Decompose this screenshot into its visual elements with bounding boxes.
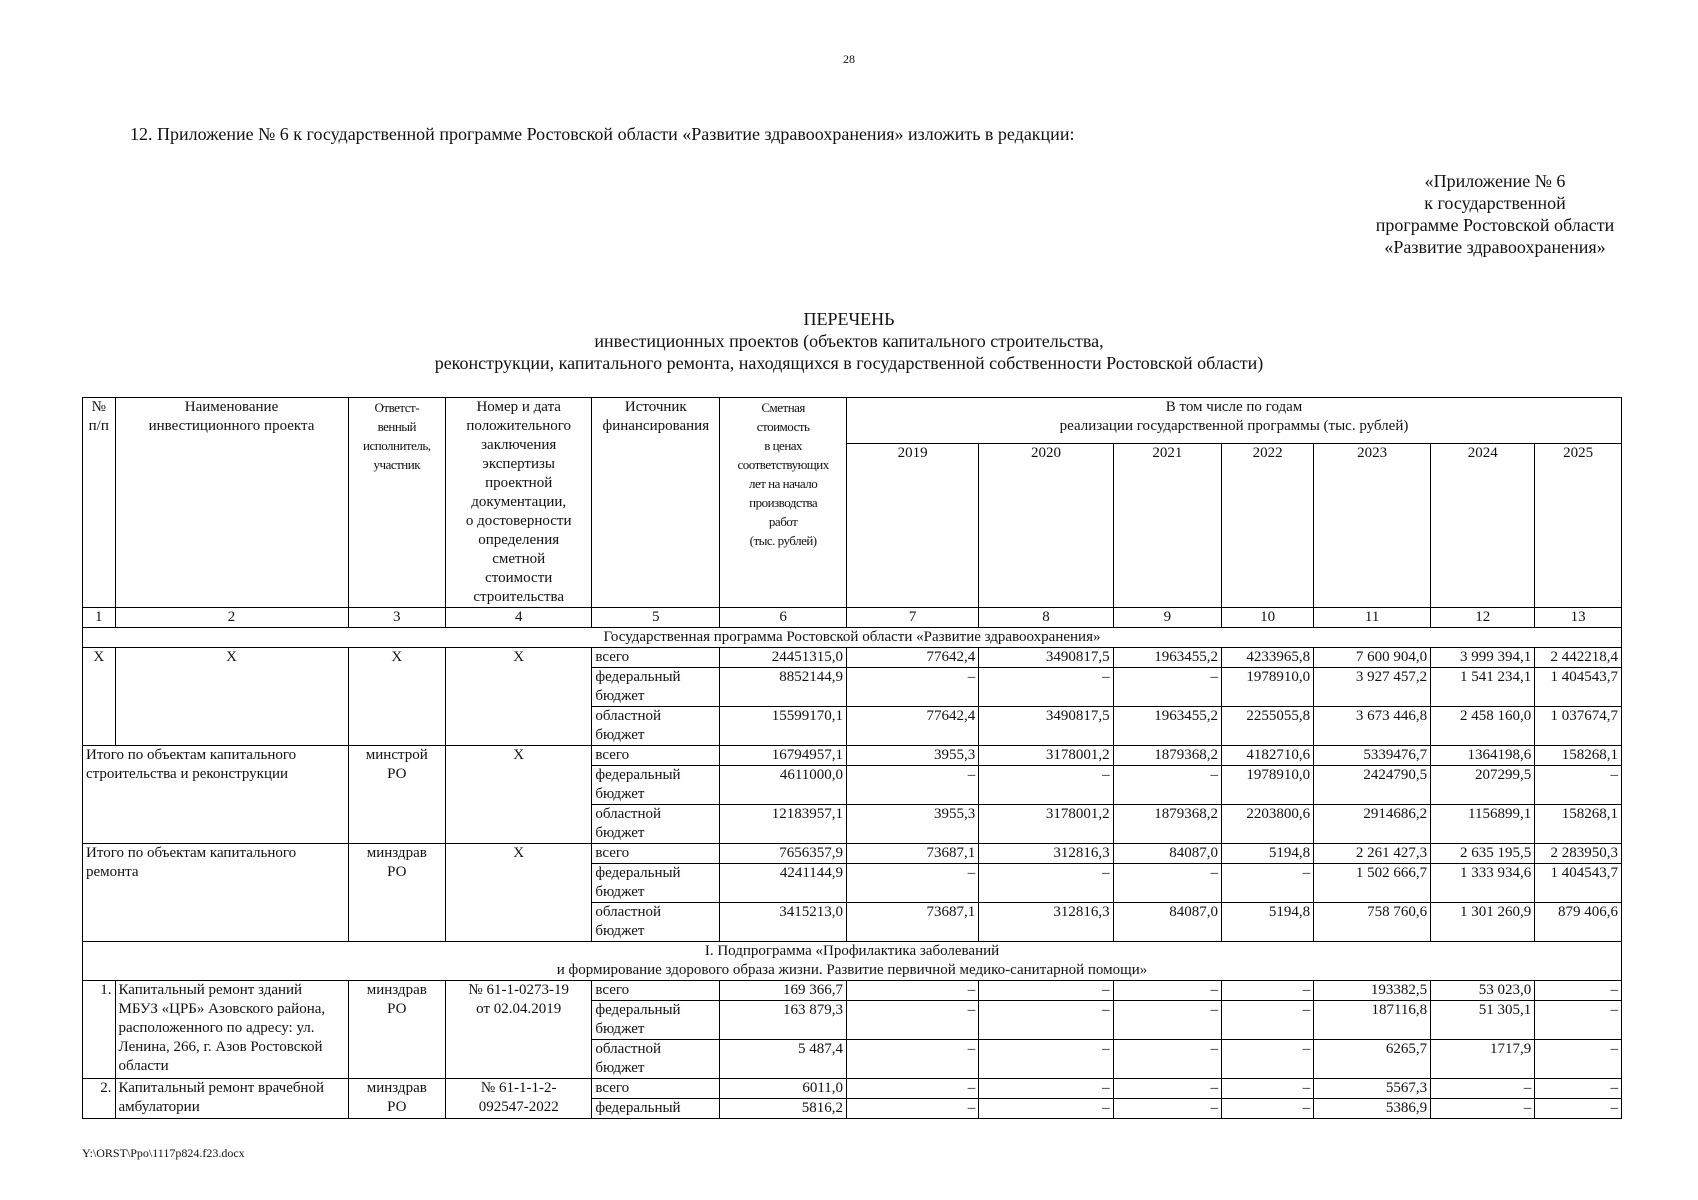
investment-projects-table (82, 397, 1622, 1119)
value-cell: – (1113, 1099, 1221, 1119)
value-cell: 15599170,1 (720, 707, 847, 746)
table-row (83, 648, 1622, 668)
value-cell: – (1222, 1040, 1314, 1079)
value-cell: 4233965,8 (1222, 648, 1314, 668)
value-cell: – (979, 981, 1113, 1001)
value-cell: – (1113, 1040, 1221, 1079)
group-name-cell: Итого по объектам капитального ремонта (83, 844, 349, 942)
title-heading: ПЕРЕЧЕНЬ (803, 309, 895, 329)
value-cell: 4241144,9 (720, 864, 847, 903)
value-cell: 73687,1 (847, 903, 979, 942)
value-cell: – (1431, 1079, 1535, 1099)
header-responsible: Ответст- венный исполнитель, участник (348, 398, 446, 608)
num-cell: 1. (83, 981, 116, 1079)
value-cell: 3955,3 (847, 805, 979, 844)
value-cell: – (1222, 981, 1314, 1001)
column-number: 11 (1314, 608, 1431, 628)
value-cell: 84087,0 (1113, 903, 1221, 942)
value-cell: – (1113, 981, 1221, 1001)
value-cell: 2 261 427,3 (1314, 844, 1431, 864)
value-cell: 2 635 195,5 (1431, 844, 1535, 864)
value-cell: 1879368,2 (1113, 805, 1221, 844)
responsible-cell: минздрав РО (348, 981, 446, 1079)
value-cell: 312816,3 (979, 844, 1113, 864)
value-cell: – (1113, 1001, 1221, 1040)
value-cell: – (1113, 668, 1221, 707)
table-row (83, 746, 1622, 766)
value-cell: 7656357,9 (720, 844, 847, 864)
header-source: Источник финансирования (592, 398, 720, 608)
value-cell: 53 023,0 (1431, 981, 1535, 1001)
responsible-cell: минздрав РО (348, 1079, 446, 1119)
responsible-cell: минздрав РО (348, 844, 446, 942)
value-cell: – (847, 766, 979, 805)
value-cell: 1 037674,7 (1535, 707, 1622, 746)
value-cell: 3415213,0 (720, 903, 847, 942)
value-cell: 84087,0 (1113, 844, 1221, 864)
header-name: Наименование инвестиционного проекта (115, 398, 348, 608)
column-number: 9 (1113, 608, 1221, 628)
table-header-row (83, 398, 1622, 444)
value-cell: 1 502 666,7 (1314, 864, 1431, 903)
source-cell: областной бюджет (592, 1040, 720, 1079)
value-cell: 163 879,3 (720, 1001, 847, 1040)
section-row (83, 628, 1622, 648)
value-cell: 16794957,1 (720, 746, 847, 766)
source-cell: всего (592, 746, 720, 766)
value-cell: – (1113, 766, 1221, 805)
column-number: 10 (1222, 608, 1314, 628)
value-cell: 2203800,6 (1222, 805, 1314, 844)
value-cell: 1364198,6 (1431, 746, 1535, 766)
value-cell: – (1535, 1079, 1622, 1099)
value-cell: 1156899,1 (1431, 805, 1535, 844)
expertise-cell: Х (446, 648, 592, 746)
header-year: 2024 (1431, 444, 1535, 608)
value-cell: 1963455,2 (1113, 648, 1221, 668)
value-cell: 207299,5 (1431, 766, 1535, 805)
appendix-caption (1315, 170, 1675, 258)
source-cell: федеральный (592, 1099, 720, 1119)
section-title: Государственная программа Ростовской области «Развитие здравоохранения» (83, 628, 1622, 648)
appendix-line: программе Ростовской области (1375, 215, 1615, 235)
value-cell: 879 406,6 (1535, 903, 1622, 942)
source-cell: областной бюджет (592, 903, 720, 942)
table-row (83, 1079, 1622, 1099)
value-cell: 12183957,1 (720, 805, 847, 844)
value-cell: 3955,3 (847, 746, 979, 766)
table-row (83, 981, 1622, 1001)
value-cell: 1 404543,7 (1535, 668, 1622, 707)
value-cell: 5339476,7 (1314, 746, 1431, 766)
value-cell: 8852144,9 (720, 668, 847, 707)
appendix-line: к государственной (1424, 193, 1566, 213)
value-cell: 5 487,4 (720, 1040, 847, 1079)
value-cell: 3490817,5 (979, 648, 1113, 668)
project-name-cell: Капитальный ремонт врачебной амбулатории (115, 1079, 348, 1119)
value-cell: – (979, 1040, 1113, 1079)
intro-paragraph: 12. Приложение № 6 к государственной программе Ростовской области «Развитие здравоохранения» изложить в редакции: (130, 124, 1075, 144)
column-number: 5 (592, 608, 720, 628)
value-cell: – (1535, 1001, 1622, 1040)
value-cell: 1 333 934,6 (1431, 864, 1535, 903)
value-cell: 51 305,1 (1431, 1001, 1535, 1040)
column-number: 3 (348, 608, 446, 628)
value-cell: 169 366,7 (720, 981, 847, 1001)
value-cell: 24451315,0 (720, 648, 847, 668)
header-num: № п/п (83, 398, 116, 608)
subprogram-title: I. Подпрограмма «Профилактика заболеваний и формирование здорового образа жизни. Развитие первичной медико-санитарной помощи» (83, 942, 1622, 981)
value-cell: 2 283950,3 (1535, 844, 1622, 864)
page-number: 28 (843, 52, 855, 66)
name-cell: Х (115, 648, 348, 746)
value-cell: 3 673 446,8 (1314, 707, 1431, 746)
project-name-cell: Капитальный ремонт зданий МБУЗ «ЦРБ» Азовского района, расположенного по адресу: ул. Ленина, 266, г. Азов Ростовской области (115, 981, 348, 1079)
value-cell: – (847, 864, 979, 903)
value-cell: 3490817,5 (979, 707, 1113, 746)
file-path-footer: Y:\ORST\Ppo\1117p824.f23.docx (82, 1146, 245, 1160)
value-cell: 3 927 457,2 (1314, 668, 1431, 707)
column-number: 8 (979, 608, 1113, 628)
value-cell: 2914686,2 (1314, 805, 1431, 844)
value-cell: – (847, 668, 979, 707)
value-cell: – (847, 1040, 979, 1079)
column-number: 1 (83, 608, 116, 628)
value-cell: 3178001,2 (979, 746, 1113, 766)
table-row (83, 844, 1622, 864)
column-number: 4 (446, 608, 592, 628)
header-year: 2019 (847, 444, 979, 608)
value-cell: 2 458 160,0 (1431, 707, 1535, 746)
group-name-cell: Итого по объектам капитального строительства и реконструкции (83, 746, 349, 844)
value-cell: 1978910,0 (1222, 766, 1314, 805)
num-cell: Х (83, 648, 116, 746)
value-cell: 3178001,2 (979, 805, 1113, 844)
value-cell: – (1431, 1099, 1535, 1119)
value-cell: 758 760,6 (1314, 903, 1431, 942)
value-cell: 3 999 394,1 (1431, 648, 1535, 668)
value-cell: 1 404543,7 (1535, 864, 1622, 903)
value-cell: 4611000,0 (720, 766, 847, 805)
value-cell: 5194,8 (1222, 844, 1314, 864)
document-title (0, 308, 1698, 374)
value-cell: 73687,1 (847, 844, 979, 864)
value-cell: 2 442218,4 (1535, 648, 1622, 668)
source-cell: федеральный бюджет (592, 1001, 720, 1040)
expertise-cell: Х (446, 746, 592, 844)
source-cell: областной бюджет (592, 805, 720, 844)
section-row (83, 942, 1622, 981)
value-cell: 7 600 904,0 (1314, 648, 1431, 668)
value-cell: – (1222, 1079, 1314, 1099)
value-cell: – (979, 864, 1113, 903)
num-cell: 2. (83, 1079, 116, 1119)
value-cell: 2255055,8 (1222, 707, 1314, 746)
source-cell: всего (592, 648, 720, 668)
value-cell: 193382,5 (1314, 981, 1431, 1001)
source-cell: федеральный бюджет (592, 864, 720, 903)
header-year: 2021 (1113, 444, 1221, 608)
column-number: 13 (1535, 608, 1622, 628)
header-year: 2025 (1535, 444, 1622, 608)
value-cell: 5567,3 (1314, 1079, 1431, 1099)
value-cell: – (979, 1079, 1113, 1099)
source-cell: федеральный бюджет (592, 668, 720, 707)
value-cell: – (1535, 1040, 1622, 1079)
value-cell: 2424790,5 (1314, 766, 1431, 805)
value-cell: – (1113, 864, 1221, 903)
value-cell: 4182710,6 (1222, 746, 1314, 766)
value-cell: – (1113, 1079, 1221, 1099)
column-number: 7 (847, 608, 979, 628)
responsible-cell: Х (348, 648, 446, 746)
value-cell: – (979, 766, 1113, 805)
source-cell: всего (592, 981, 720, 1001)
value-cell: 1 541 234,1 (1431, 668, 1535, 707)
value-cell: 1963455,2 (1113, 707, 1221, 746)
value-cell: 6265,7 (1314, 1040, 1431, 1079)
value-cell: – (1535, 1099, 1622, 1119)
source-cell: всего (592, 1079, 720, 1099)
responsible-cell: минстрой РО (348, 746, 446, 844)
value-cell: – (1535, 981, 1622, 1001)
expertise-cell: № 61-1-0273-19 от 02.04.2019 (446, 981, 592, 1079)
value-cell: 5386,9 (1314, 1099, 1431, 1119)
header-year: 2022 (1222, 444, 1314, 608)
value-cell: – (979, 1001, 1113, 1040)
value-cell: 1717,9 (1431, 1040, 1535, 1079)
value-cell: 77642,4 (847, 648, 979, 668)
value-cell: – (1222, 1099, 1314, 1119)
header-expertise: Номер и дата положительного заключения экспертизы проектной документации, о достоверности определения сметной стоимости строительства (446, 398, 592, 608)
expertise-cell: Х (446, 844, 592, 942)
header-cost: Сметная стоимость в ценах соответствующих лет на начало производства работ (тыс. рублей) (720, 398, 847, 608)
value-cell: – (979, 1099, 1113, 1119)
header-year: 2020 (979, 444, 1113, 608)
value-cell: 1879368,2 (1113, 746, 1221, 766)
header-year: 2023 (1314, 444, 1431, 608)
title-subline: реконструкции, капитального ремонта, находящихся в государственной собственности Ростовской области) (434, 353, 1264, 373)
column-number: 2 (115, 608, 348, 628)
title-subline: инвестиционных проектов (объектов капитального строительства, (594, 331, 1104, 351)
value-cell: 5194,8 (1222, 903, 1314, 942)
value-cell: 158268,1 (1535, 805, 1622, 844)
source-cell: областной бюджет (592, 707, 720, 746)
value-cell: – (979, 668, 1113, 707)
source-cell: федеральный бюджет (592, 766, 720, 805)
expertise-cell: № 61-1-1-2- 092547-2022 (446, 1079, 592, 1119)
value-cell: 1 301 260,9 (1431, 903, 1535, 942)
value-cell: – (1222, 864, 1314, 903)
value-cell: 77642,4 (847, 707, 979, 746)
source-cell: всего (592, 844, 720, 864)
value-cell: – (847, 981, 979, 1001)
value-cell: – (1222, 1001, 1314, 1040)
column-number: 6 (720, 608, 847, 628)
value-cell: 187116,8 (1314, 1001, 1431, 1040)
value-cell: – (847, 1099, 979, 1119)
column-number: 12 (1431, 608, 1535, 628)
header-years-group: В том числе по годам реализации государственной программы (тыс. рублей) (847, 398, 1622, 444)
value-cell: 5816,2 (720, 1099, 847, 1119)
appendix-line: «Развитие здравоохранения» (1384, 237, 1606, 257)
value-cell: 1978910,0 (1222, 668, 1314, 707)
value-cell: 312816,3 (979, 903, 1113, 942)
value-cell: 158268,1 (1535, 746, 1622, 766)
value-cell: – (847, 1079, 979, 1099)
column-numbers-row (83, 608, 1622, 628)
appendix-line: «Приложение № 6 (1424, 171, 1566, 191)
value-cell: 6011,0 (720, 1079, 847, 1099)
value-cell: – (1535, 766, 1622, 805)
value-cell: – (847, 1001, 979, 1040)
